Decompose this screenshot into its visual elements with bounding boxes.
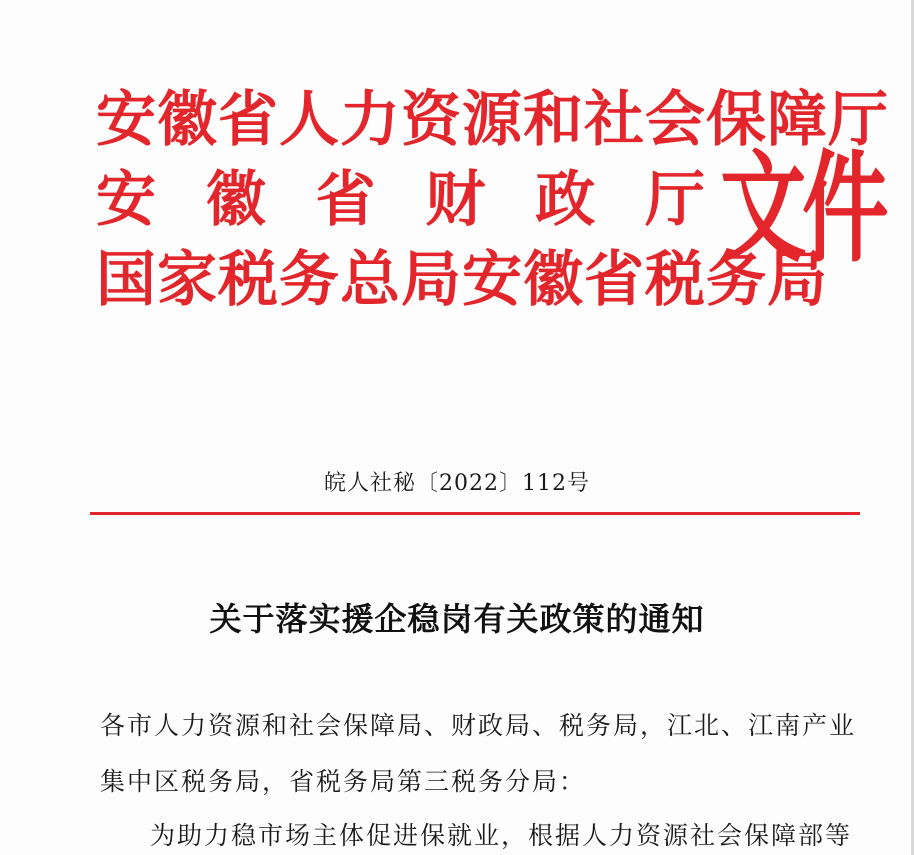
- issuer-2-char: 省: [315, 165, 377, 235]
- issuer-2-char: 安: [96, 165, 157, 235]
- issuer-2: [96, 160, 706, 240]
- document-number: 皖人社秘〔2022〕112号: [324, 471, 590, 496]
- issuer-2-char: 政: [535, 165, 597, 235]
- issuer-2-char: 财: [425, 165, 487, 235]
- body-paragraph-line-1: 为助力稳市场主体促进保就业，根据人力资源社会保障部等: [150, 821, 853, 850]
- issuer-1: 安徽省人力资源和社会保障厅: [96, 85, 889, 155]
- red-separator-line: [90, 512, 860, 515]
- document-title: 关于落实援企稳岗有关政策的通知: [209, 600, 705, 638]
- issuer-3: 国家税务总局安徽省税务局: [96, 245, 828, 315]
- issuer-2-char: 徽: [205, 165, 267, 235]
- recipients-line-1: 各市人力资源和社会保障局、财政局、税务局，江北、江南产业: [100, 711, 857, 740]
- issuer-2-char: 厅: [644, 165, 706, 235]
- recipients-line-2: 集中区税务局，省税务局第三税务分局：: [100, 767, 587, 796]
- document-mark: 文件: [720, 140, 885, 279]
